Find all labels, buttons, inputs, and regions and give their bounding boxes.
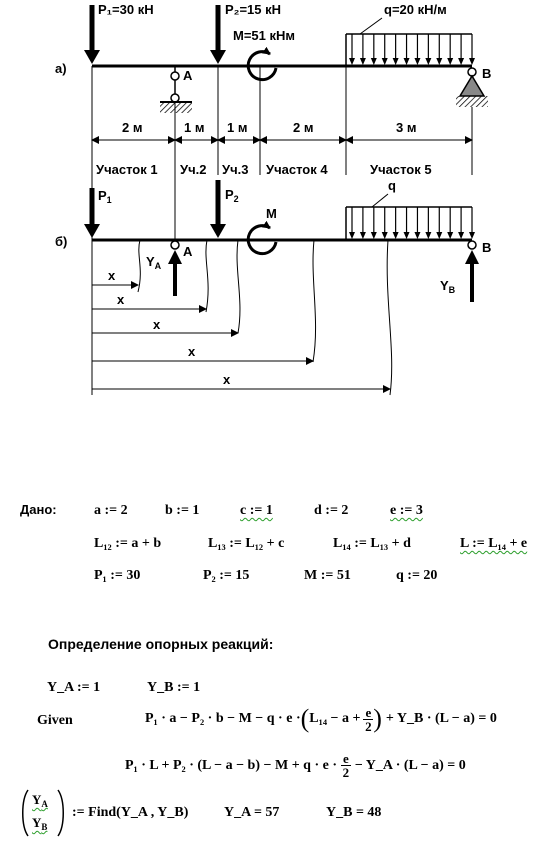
load-arrow-head	[425, 58, 431, 65]
support-a-label-top: A	[183, 68, 193, 83]
var-b: b := 1	[165, 503, 200, 518]
section-2: Уч.2	[180, 162, 207, 177]
x-label-1: x	[108, 268, 116, 283]
load-arrow-head	[436, 232, 442, 239]
p2-label-top: P₂=15 кН	[225, 2, 282, 17]
given-keyword: Given	[37, 713, 73, 728]
load-arrow-head	[349, 58, 355, 65]
support-a-top	[160, 66, 193, 113]
var-p2: P₂ := 15	[203, 568, 250, 583]
find-call: := Find(Y_A , Y_B)	[72, 805, 189, 820]
p1-label-bottom: $P_1$	[98, 188, 112, 205]
p1-label-top: P₁=30 кН	[98, 2, 154, 17]
load-arrow-head	[393, 58, 399, 65]
eq2-fraction	[341, 752, 351, 779]
section-4: Участок 4	[266, 162, 328, 177]
load-arrow-head	[414, 232, 420, 239]
load-arrow-head	[447, 232, 453, 239]
tag-b: б)	[55, 234, 68, 249]
frac-num-1: e	[365, 704, 372, 720]
reaction-yb	[440, 240, 491, 302]
load-arrow-head	[469, 232, 475, 239]
section-1: Участок 1	[96, 162, 158, 177]
eq1-left: P₁ · a − P₂ · b − M − q · e ·	[145, 711, 301, 726]
bottom-scheme	[55, 178, 491, 395]
eq2-left: P₁ · L + P₂ · (L − a − b) − M + q · e ·	[125, 757, 338, 773]
load-label-bottom: q	[388, 178, 396, 193]
var-l14: L₁₄ := L₁₃ + d	[333, 536, 411, 551]
force-p1-bottom	[84, 188, 112, 238]
vector-ya: $Y_A$	[32, 792, 48, 809]
load-arrow-head	[447, 58, 453, 65]
ya-label: $Y_A$	[146, 254, 162, 271]
load-arrow-head	[360, 58, 366, 65]
force-p1-top	[84, 2, 154, 64]
vector-yb: $Y_B$	[32, 815, 48, 832]
unknowns-vector	[20, 788, 66, 838]
frac-den-1: 2	[365, 718, 372, 734]
load-arrow-head	[469, 58, 475, 65]
support-b-top	[456, 66, 491, 107]
section-5: Участок 5	[370, 162, 432, 177]
eq1-inner: L₁₄ − a +	[309, 711, 361, 726]
dim-2: 1 м	[184, 120, 205, 135]
var-p1: P₁ := 30	[94, 568, 141, 583]
eq1-fraction	[363, 706, 373, 733]
reactions-heading: Определение опорных реакций:	[48, 636, 274, 652]
dim-4: 2 м	[293, 120, 314, 135]
frac-den-2: 2	[342, 765, 350, 780]
x-distances	[92, 268, 390, 389]
var-m: M := 51	[304, 568, 351, 583]
load-label-top: q=20 кН/м	[384, 2, 447, 17]
given-heading: Дано:	[20, 502, 57, 517]
tag-a: а)	[55, 61, 67, 76]
equation-1	[145, 704, 497, 734]
top-scheme	[55, 2, 491, 113]
eq1-right: + Y_B · (L − a) = 0	[385, 711, 497, 726]
frac-num-2: e	[343, 751, 349, 766]
eq1-paren-close: )	[373, 704, 382, 733]
var-a: a := 2	[94, 503, 128, 518]
section-3: Уч.3	[222, 162, 249, 177]
load-arrow-head	[371, 232, 377, 239]
load-arrow-head	[371, 58, 377, 65]
dim-5: 3 м	[396, 120, 417, 135]
x-label-5: x	[223, 372, 231, 387]
ya-result: Y_A = 57	[224, 805, 280, 820]
load-arrow-head	[393, 232, 399, 239]
yb-label: $Y_B$	[440, 278, 456, 295]
var-d: d := 2	[314, 503, 349, 518]
x-label-2: x	[117, 292, 125, 307]
x-label-3: x	[153, 317, 161, 332]
load-arrow-head	[414, 58, 420, 65]
yb-result: Y_B = 48	[326, 805, 382, 820]
load-arrow-head	[404, 58, 410, 65]
distributed-load-bottom	[346, 178, 475, 240]
load-arrow-head	[382, 232, 388, 239]
force-p2-bottom	[210, 180, 239, 238]
var-l12: L₁₂ := a + b	[94, 536, 162, 551]
support-b-label-top: B	[482, 66, 492, 81]
support-a-label-bottom: A	[183, 244, 193, 259]
load-arrow-head	[382, 58, 388, 65]
eq2-right: − Y_A · (L − a) = 0	[354, 757, 466, 773]
load-arrow-head	[458, 58, 464, 65]
dimensions	[92, 66, 472, 395]
var-c: c := 1	[240, 503, 273, 518]
load-arrow-head	[425, 232, 431, 239]
moment-bottom	[248, 206, 277, 254]
reaction-ya	[146, 241, 193, 296]
var-q: q := 20	[396, 568, 438, 583]
load-arrow-head	[458, 232, 464, 239]
load-arrow-head	[349, 232, 355, 239]
init-yb: Y_B := 1	[147, 680, 201, 695]
load-arrow-head	[436, 58, 442, 65]
load-arrow-head	[404, 232, 410, 239]
dim-3: 1 м	[227, 120, 248, 135]
p2-label-bottom: $P_2$	[225, 187, 239, 204]
dim-1: 2 м	[122, 120, 143, 135]
moment-top	[233, 28, 295, 80]
moment-label-bottom: M	[266, 206, 277, 221]
moment-label-top: M=51 кНм	[233, 28, 296, 43]
var-l: L := L₁₄ + e	[460, 536, 528, 551]
init-ya: Y_A := 1	[47, 680, 101, 695]
load-arrow-head	[360, 232, 366, 239]
var-l13: L₁₃ := L₁₂ + c	[208, 536, 285, 551]
eq1-paren-open: (	[300, 704, 310, 733]
distributed-load-top	[346, 2, 475, 66]
var-e: e := 3	[390, 503, 423, 518]
equation-2	[125, 752, 466, 779]
x-label-4: x	[188, 344, 196, 359]
support-b-label-bottom: B	[482, 240, 492, 255]
